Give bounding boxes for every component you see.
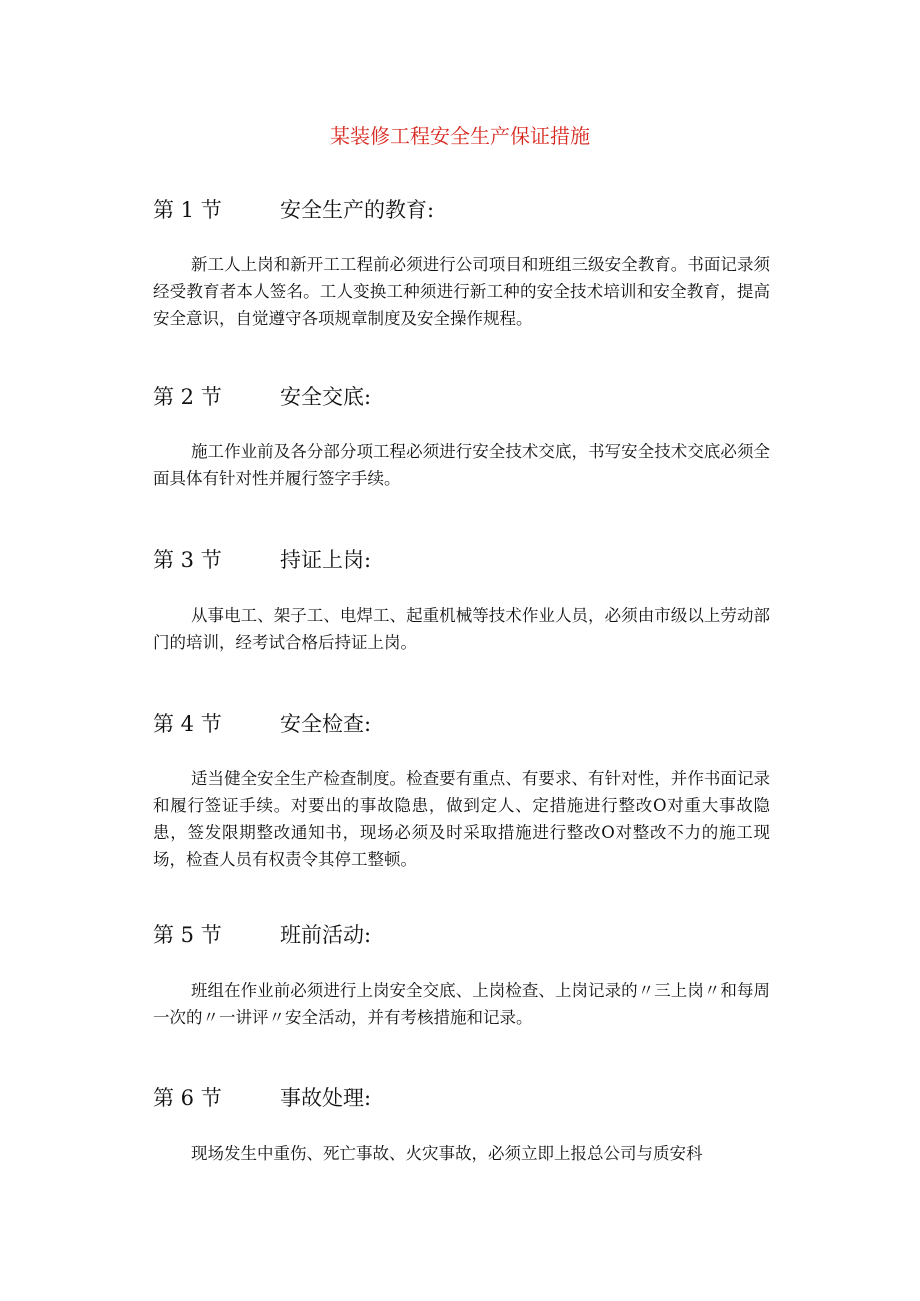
section-number: 第 3 节 xyxy=(153,548,222,572)
section-body-3: 从事电工、架子工、电焊工、起重机械等技术作业人员，必须由市级以上劳动部门的培训，经考试合格后持证上岗。 xyxy=(153,606,770,652)
section-title: 安全交底: xyxy=(280,385,372,409)
section-title: 安全生产的教育: xyxy=(280,198,435,222)
section-number: 第 4 节 xyxy=(153,712,222,736)
section-title: 班前活动: xyxy=(280,923,372,947)
section-heading-5 xyxy=(153,918,773,952)
section-title: 事故处理: xyxy=(280,1086,372,1110)
section-title: 持证上岗: xyxy=(280,548,372,572)
section-heading-6 xyxy=(153,1081,773,1115)
section-heading-1 xyxy=(153,193,773,227)
section-body-6: 现场发生中重伤、死亡事故、火灾事故，必须立即上报总公司与质安科 xyxy=(191,1144,703,1163)
section-body-2: 施工作业前及各分部分项工程必须进行安全技术交底，书写安全技术交底必须全面具体有针对性并履行签字手续。 xyxy=(153,442,770,488)
section-heading-2 xyxy=(153,380,773,414)
section-body-5: 班组在作业前必须进行上岗安全交底、上岗检查、上岗记录的〃三上岗〃和每周一次的〃一讲评〃安全活动，并有考核措施和记录。 xyxy=(153,981,770,1027)
section-heading-4 xyxy=(153,707,773,741)
section-body-1: 新工人上岗和新开工工程前必须进行公司项目和班组三级安全教育。书面记录须经受教育者本人签名。工人变换工种须进行新工种的安全技术培训和安全教育，提高安全意识，自觉遵守各项规章制度及安全操作规程。 xyxy=(153,255,770,328)
section-title: 安全检查: xyxy=(280,712,372,736)
section-number: 第 1 节 xyxy=(153,198,222,222)
section-number: 第 6 节 xyxy=(153,1086,222,1110)
section-body-4: 适当健全安全生产检查制度。检查要有重点、有要求、有针对性，并作书面记录和履行签证手续。对要出的事故隐患，做到定人、定措施进行整改O对重大事故隐患，签发限期整改通知书，现场必须及时采取措施进行整改O对整改不力的施工现场，检查人员有权责令其停工整顿。 xyxy=(153,769,770,869)
section-number: 第 2 节 xyxy=(153,385,222,409)
section-heading-3 xyxy=(153,543,773,577)
section-number: 第 5 节 xyxy=(153,923,222,947)
document-title: 某装修工程安全生产保证措施 xyxy=(330,124,590,148)
